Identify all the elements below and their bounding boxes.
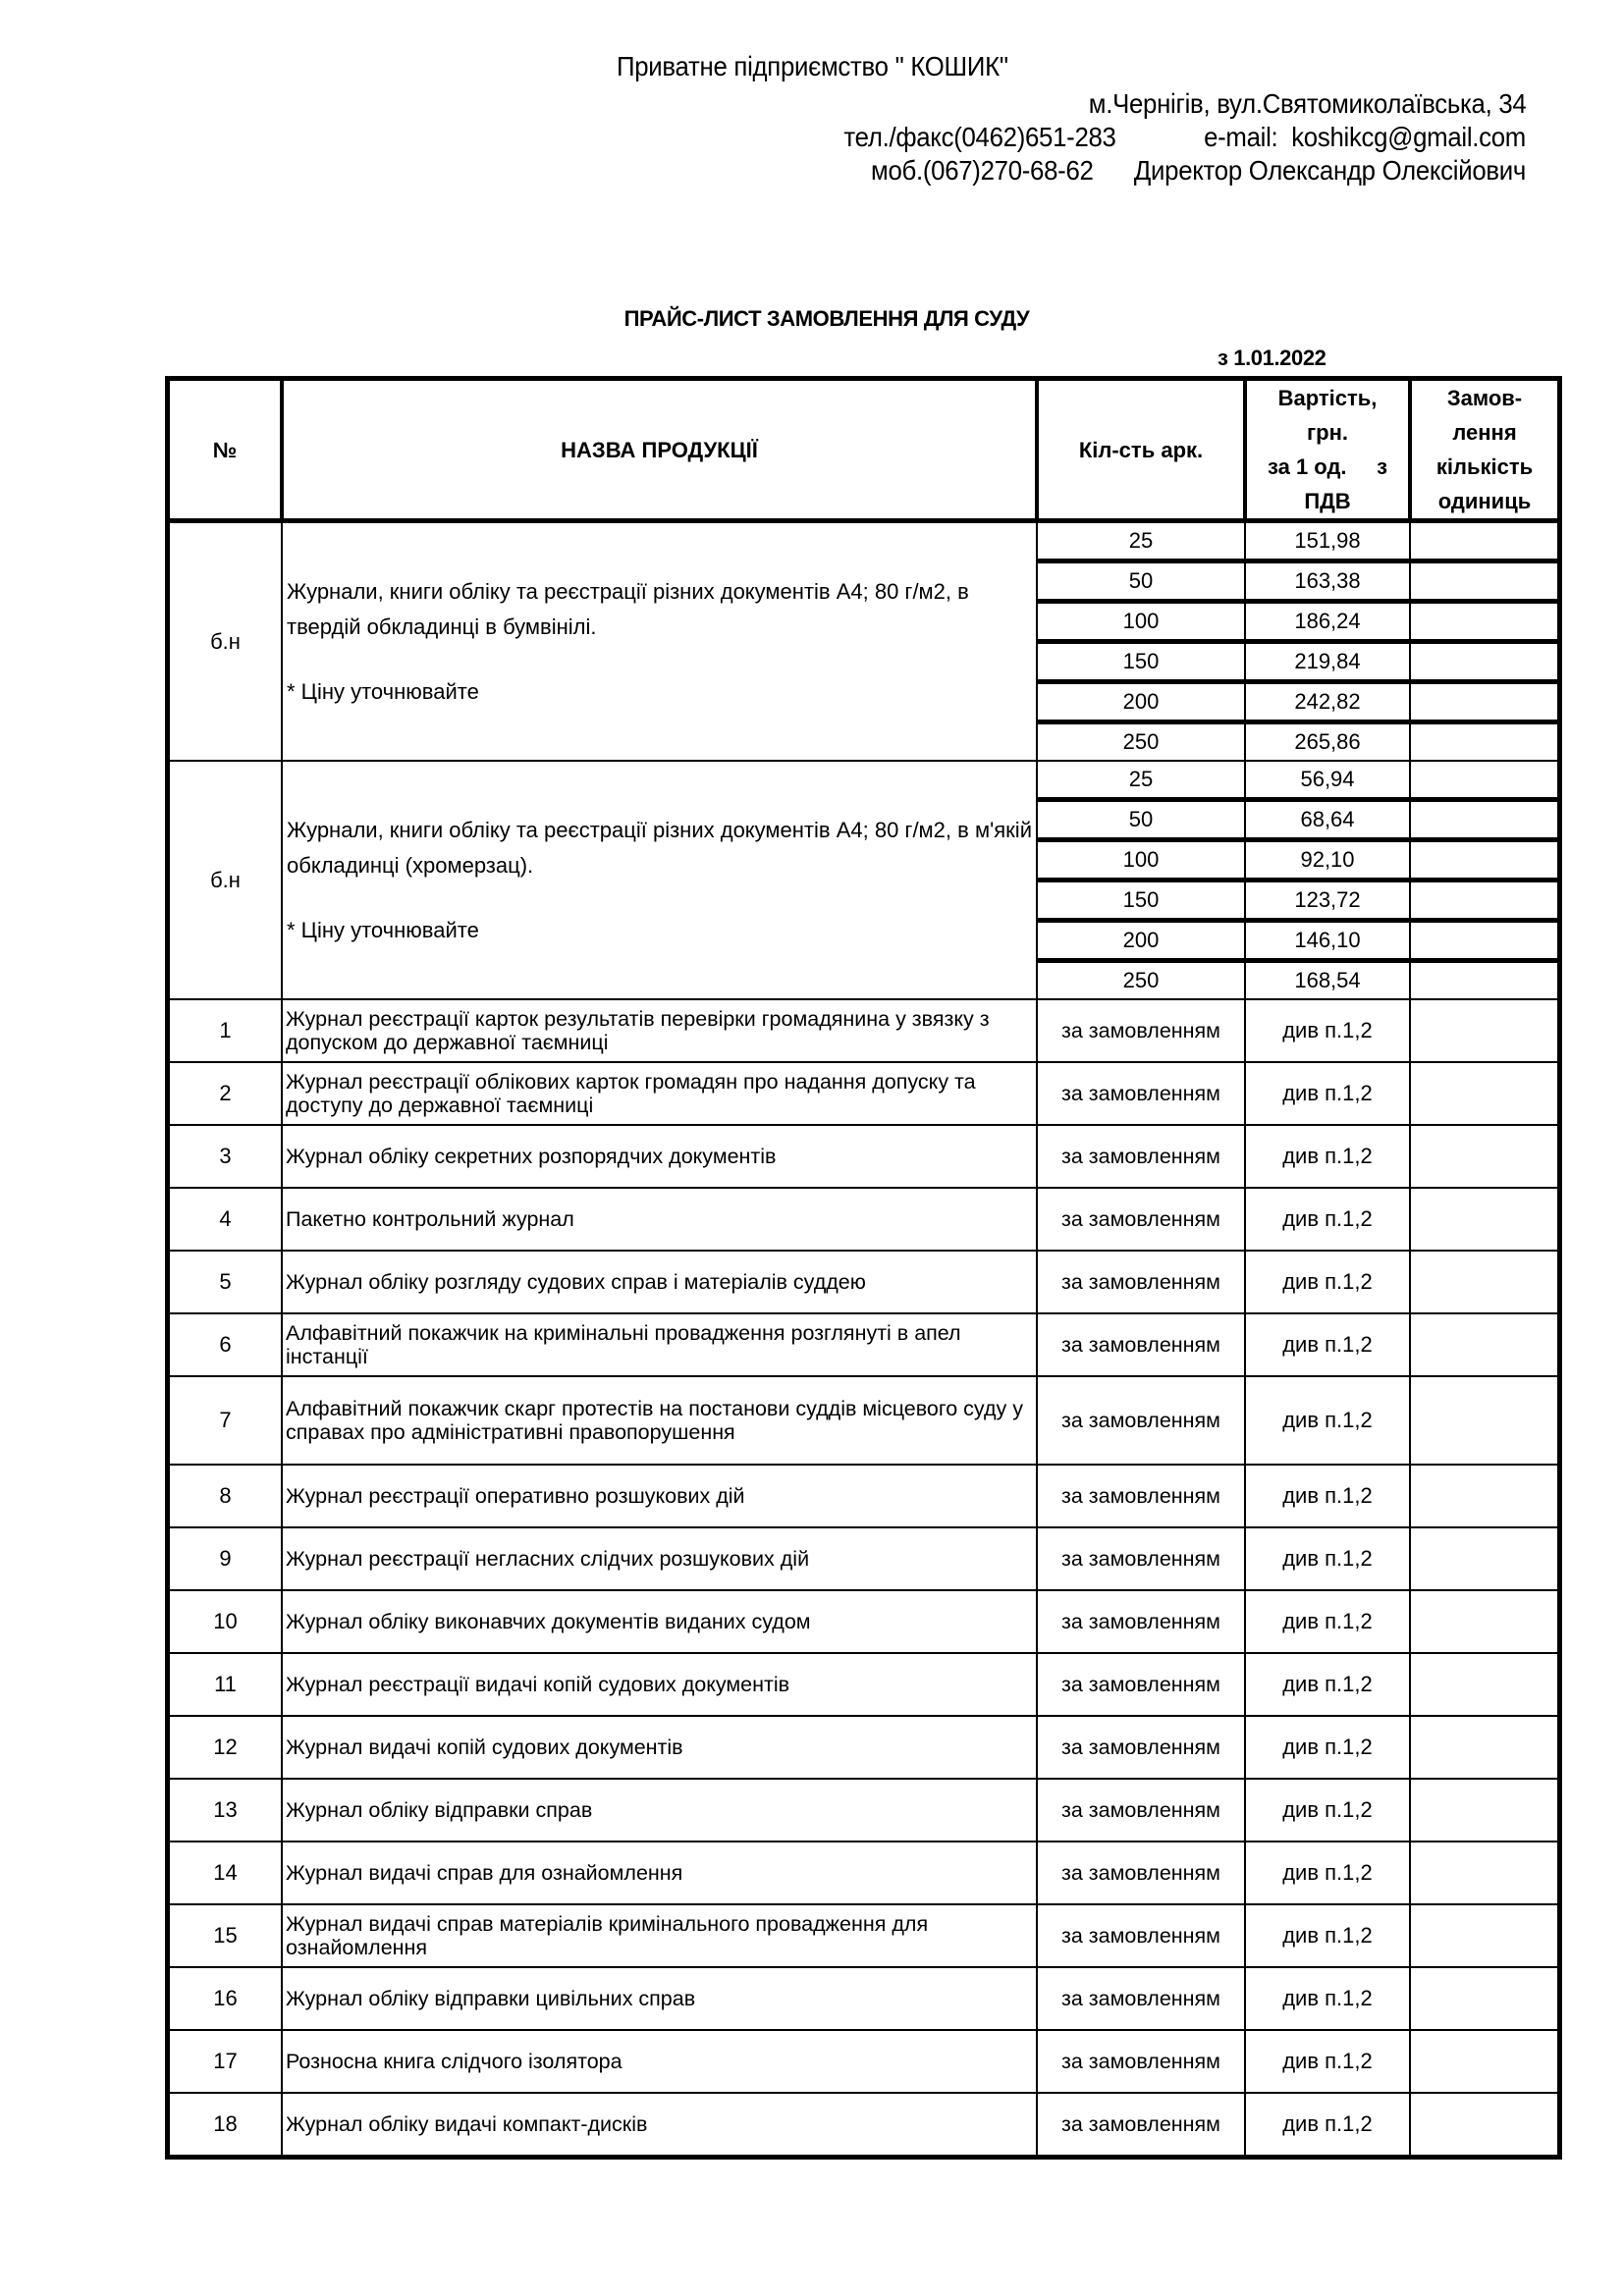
item-price: див п.1,2 <box>1245 1376 1410 1465</box>
order-quantity-input[interactable] <box>1410 521 1560 561</box>
price-note: * Ціну уточнювайте <box>287 917 479 942</box>
order-quantity-input[interactable] <box>1410 1967 1560 2030</box>
item-number: 10 <box>168 1590 283 1653</box>
sheet-count: 250 <box>1037 722 1245 762</box>
item-name: Журнал обліку видачі компакт-дисків <box>282 2093 1037 2158</box>
item-number: 17 <box>168 2030 283 2093</box>
group-description-cell <box>282 761 1037 999</box>
item-number: 9 <box>168 1527 283 1590</box>
table-row <box>168 999 1560 1062</box>
item-price: див п.1,2 <box>1245 1527 1410 1590</box>
table-row <box>168 1842 1560 1904</box>
item-quantity: за замовленням <box>1037 1842 1245 1904</box>
unit-price: 151,98 <box>1245 521 1410 561</box>
item-name: Алфавітний покажчик на кримінальні провадження розглянуті в апел інстанції <box>282 1313 1037 1376</box>
item-quantity: за замовленням <box>1037 1653 1245 1716</box>
item-price: див п.1,2 <box>1245 1465 1410 1527</box>
unit-price: 56,94 <box>1245 761 1410 800</box>
email: e-mail: koshikcg@gmail.com <box>1204 122 1526 152</box>
item-name: Алфавітний покажчик скарг протестів на постанови суддів місцевого суду у справах про адміністративні правопорушення <box>282 1376 1037 1465</box>
item-name: Журнал реєстрації оперативно розшукових дій <box>282 1465 1037 1527</box>
item-name: Журнал реєстрації облікових карток громадян про надання допуску та доступу до державної таємниці <box>282 1062 1037 1125</box>
column-header-order: Замов- лення кількість одиниць <box>1410 379 1560 521</box>
table-row <box>168 2030 1560 2093</box>
order-quantity-input[interactable] <box>1410 840 1560 881</box>
column-header-qty: Кіл-сть арк. <box>1037 379 1245 521</box>
sheet-count: 50 <box>1037 800 1245 840</box>
item-number: 15 <box>168 1904 283 1967</box>
item-quantity: за замовленням <box>1037 1527 1245 1590</box>
item-price: див п.1,2 <box>1245 1313 1410 1376</box>
item-price: див п.1,2 <box>1245 1842 1410 1904</box>
unit-price: 68,64 <box>1245 800 1410 840</box>
item-quantity: за замовленням <box>1037 2093 1245 2158</box>
item-name: Журнал обліку відправки справ <box>282 1779 1037 1842</box>
mobile-director-line <box>871 155 1526 187</box>
item-name: Журнал обліку розгляду судових справ і матеріалів суддею <box>282 1251 1037 1313</box>
item-number: 6 <box>168 1313 283 1376</box>
table-row <box>168 1590 1560 1653</box>
unit-price: 168,54 <box>1245 961 1410 1000</box>
item-price: див п.1,2 <box>1245 1188 1410 1251</box>
price-table <box>165 376 1562 2160</box>
item-price: див п.1,2 <box>1245 2093 1410 2158</box>
item-name: Журнал обліку секретних розпорядчих документів <box>282 1125 1037 1188</box>
item-price: див п.1,2 <box>1245 1653 1410 1716</box>
item-quantity: за замовленням <box>1037 1376 1245 1465</box>
order-quantity-input[interactable] <box>1410 800 1560 840</box>
item-number: 3 <box>168 1125 283 1188</box>
item-name: Розносна книга слідчого ізолятора <box>282 2030 1037 2093</box>
order-quantity-input[interactable] <box>1410 1465 1560 1527</box>
item-quantity: за замовленням <box>1037 2030 1245 2093</box>
order-quantity-input[interactable] <box>1410 2030 1560 2093</box>
price-note: * Ціну уточнювайте <box>287 678 479 704</box>
table-row <box>168 1527 1560 1590</box>
item-price: див п.1,2 <box>1245 999 1410 1062</box>
table-row <box>168 1062 1560 1125</box>
item-price: див п.1,2 <box>1245 1062 1410 1125</box>
group-number: б.н <box>168 761 283 999</box>
item-quantity: за замовленням <box>1037 1465 1245 1527</box>
unit-price: 186,24 <box>1245 602 1410 642</box>
column-header-price: Вартість, грн. за 1 од. з ПДВ <box>1245 379 1410 521</box>
sheet-count: 25 <box>1037 761 1245 800</box>
item-name: Пакетно контрольний журнал <box>282 1188 1037 1251</box>
item-name: Журнал видачі копій судових документів <box>282 1716 1037 1779</box>
order-quantity-input[interactable] <box>1410 1527 1560 1590</box>
table-row <box>168 2093 1560 2158</box>
item-quantity: за замовленням <box>1037 1716 1245 1779</box>
item-price: див п.1,2 <box>1245 1904 1410 1967</box>
column-header-no: № <box>168 379 283 521</box>
group-description: Журнали, книги обліку та реєстрації різних документів А4; 80 г/м2, в м'якій обкладинці (хромерзац). <box>287 817 1032 878</box>
item-name: Журнал видачі справ матеріалів кримінального провадження для ознайомлення <box>282 1904 1037 1967</box>
group-description: Журнали, книги обліку та реєстрації різних документів А4; 80 г/м2, в твердій обкладинці в бумвінілі. <box>287 578 969 639</box>
sheet-count: 50 <box>1037 561 1245 602</box>
group-description-cell <box>282 521 1037 762</box>
item-quantity: за замовленням <box>1037 1188 1245 1251</box>
item-number: 16 <box>168 1967 283 2030</box>
order-quantity-input[interactable] <box>1410 1251 1560 1313</box>
order-quantity-input[interactable] <box>1410 682 1560 722</box>
item-price: див п.1,2 <box>1245 1716 1410 1779</box>
item-price: див п.1,2 <box>1245 1251 1410 1313</box>
table-row <box>168 1251 1560 1313</box>
order-quantity-input[interactable] <box>1410 1716 1560 1779</box>
item-price: див п.1,2 <box>1245 1590 1410 1653</box>
unit-price: 242,82 <box>1245 682 1410 722</box>
sheet-count: 25 <box>1037 521 1245 561</box>
item-quantity: за замовленням <box>1037 1125 1245 1188</box>
item-number: 13 <box>168 1779 283 1842</box>
order-quantity-input[interactable] <box>1410 1376 1560 1465</box>
order-quantity-input[interactable] <box>1410 2093 1560 2158</box>
item-quantity: за замовленням <box>1037 1062 1245 1125</box>
table-row <box>168 1465 1560 1527</box>
unit-price: 219,84 <box>1245 642 1410 682</box>
table-row <box>168 1779 1560 1842</box>
order-quantity-input[interactable] <box>1410 1653 1560 1716</box>
item-number: 8 <box>168 1465 283 1527</box>
sheet-count: 250 <box>1037 961 1245 1000</box>
item-number: 4 <box>168 1188 283 1251</box>
sheet-count: 200 <box>1037 921 1245 961</box>
order-quantity-input[interactable] <box>1410 642 1560 682</box>
order-quantity-input[interactable] <box>1410 561 1560 602</box>
contacts-line <box>843 122 1526 153</box>
unit-price: 92,10 <box>1245 840 1410 881</box>
item-quantity: за замовленням <box>1037 1904 1245 1967</box>
unit-price: 146,10 <box>1245 921 1410 961</box>
unit-price: 265,86 <box>1245 722 1410 762</box>
item-price: див п.1,2 <box>1245 2030 1410 2093</box>
order-quantity-input[interactable] <box>1410 999 1560 1062</box>
table-row <box>168 1125 1560 1188</box>
table-row <box>168 1904 1560 1967</box>
order-quantity-input[interactable] <box>1410 761 1560 800</box>
sheet-count: 150 <box>1037 642 1245 682</box>
item-number: 11 <box>168 1653 283 1716</box>
sheet-count: 100 <box>1037 602 1245 642</box>
sheet-count: 200 <box>1037 682 1245 722</box>
column-header-name: НАЗВА ПРОДУКЦІЇ <box>282 379 1037 521</box>
item-number: 14 <box>168 1842 283 1904</box>
item-number: 7 <box>168 1376 283 1465</box>
item-name: Журнал реєстрації карток результатів перевірки громадянина у звязку з допуском до державної таємниці <box>282 999 1037 1062</box>
unit-price: 123,72 <box>1245 881 1410 921</box>
item-quantity: за замовленням <box>1037 1251 1245 1313</box>
order-quantity-input[interactable] <box>1410 961 1560 1000</box>
table-row <box>168 1716 1560 1779</box>
effective-date: з 1.01.2022 <box>1218 346 1326 370</box>
item-name: Журнал реєстрації негласних слідчих розшукових дій <box>282 1527 1037 1590</box>
item-name: Журнал реєстрації видачі копій судових документів <box>282 1653 1037 1716</box>
phone-fax: тел./факс(0462)651-283 <box>843 122 1116 152</box>
item-number: 12 <box>168 1716 283 1779</box>
order-quantity-input[interactable] <box>1410 1590 1560 1653</box>
director: Директор Олександр Олексійович <box>1133 155 1526 186</box>
sheet-count: 100 <box>1037 840 1245 881</box>
company-address: м.Чернігів, вул.Святомиколаївська, 34 <box>1088 88 1526 119</box>
order-quantity-input[interactable] <box>1410 1904 1560 1967</box>
group-number: б.н <box>168 521 283 762</box>
item-quantity: за замовленням <box>1037 1779 1245 1842</box>
item-number: 18 <box>168 2093 283 2158</box>
table-row <box>168 761 1560 800</box>
item-price: див п.1,2 <box>1245 1779 1410 1842</box>
order-quantity-input[interactable] <box>1410 1062 1560 1125</box>
table-row <box>168 1313 1560 1376</box>
item-name: Журнал обліку відправки цивільних справ <box>282 1967 1037 2030</box>
item-quantity: за замовленням <box>1037 1967 1245 2030</box>
order-quantity-input[interactable] <box>1410 1125 1560 1188</box>
item-quantity: за замовленням <box>1037 1313 1245 1376</box>
item-name: Журнал видачі справ для ознайомлення <box>282 1842 1037 1904</box>
item-name: Журнал обліку виконавчих документів виданих судом <box>282 1590 1037 1653</box>
order-quantity-input[interactable] <box>1410 881 1560 921</box>
item-price: див п.1,2 <box>1245 1967 1410 2030</box>
document-title: ПРАЙС-ЛИСТ ЗАМОВЛЕННЯ ДЛЯ СУДУ <box>623 306 1030 331</box>
item-quantity: за замовленням <box>1037 999 1245 1062</box>
sheet-count: 150 <box>1037 881 1245 921</box>
order-quantity-input[interactable] <box>1410 1188 1560 1251</box>
table-header-row <box>168 379 1560 521</box>
order-quantity-input[interactable] <box>1410 1842 1560 1904</box>
order-quantity-input[interactable] <box>1410 602 1560 642</box>
table-row <box>168 1967 1560 2030</box>
table-row <box>168 1188 1560 1251</box>
item-number: 1 <box>168 999 283 1062</box>
order-quantity-input[interactable] <box>1410 1313 1560 1376</box>
mobile-phone: моб.(067)270-68-62 <box>870 155 1094 186</box>
unit-price: 163,38 <box>1245 561 1410 602</box>
item-number: 2 <box>168 1062 283 1125</box>
item-number: 5 <box>168 1251 283 1313</box>
order-quantity-input[interactable] <box>1410 1779 1560 1842</box>
table-row <box>168 521 1560 561</box>
item-quantity: за замовленням <box>1037 1590 1245 1653</box>
table-row <box>168 1376 1560 1465</box>
order-quantity-input[interactable] <box>1410 722 1560 762</box>
item-price: див п.1,2 <box>1245 1125 1410 1188</box>
company-name: Приватне підприємство " КОШИК" <box>617 51 1008 81</box>
table-row <box>168 1653 1560 1716</box>
order-quantity-input[interactable] <box>1410 921 1560 961</box>
